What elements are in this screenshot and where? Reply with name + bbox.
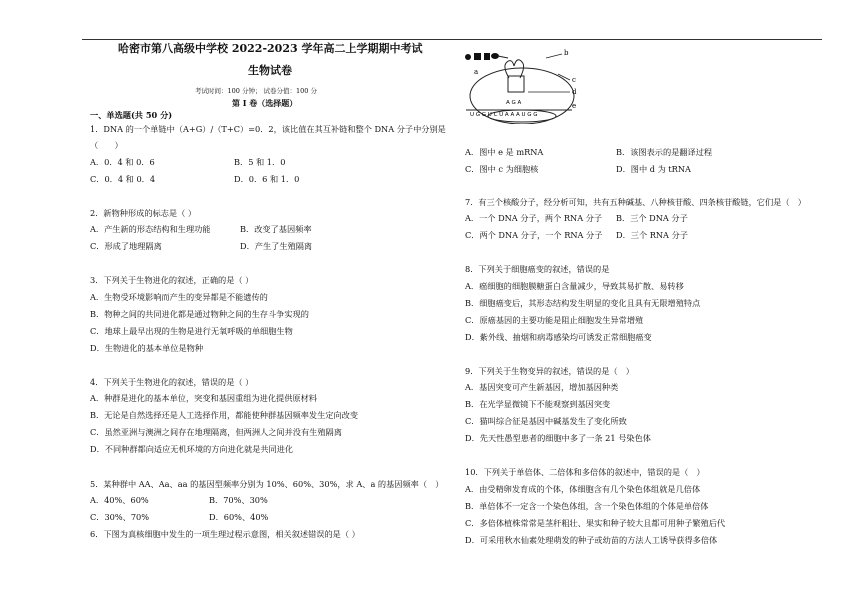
amino-acid-4 bbox=[491, 53, 499, 59]
q9-option-a: A．基因突变可产生新基因，增加基因种类 bbox=[465, 382, 619, 392]
q8-option-b: B．细胞癌变后，其形态结构发生明显的变化且具有无限增殖特点 bbox=[465, 298, 701, 308]
q1-option-b: B．5 和 1．0 bbox=[234, 157, 286, 167]
q1-stem: 1．DNA 的一个单链中（A+G）/（T+C）=0．2，该比值在其互补链和整个 DNA 分子中分别是 bbox=[90, 124, 446, 134]
exam-subtitle: 生物试卷 bbox=[248, 64, 292, 77]
label-b: b bbox=[564, 49, 569, 57]
q4-option-b: B．无论是自然选择还是人工选择作用，都能使种群基因频率发生定向改变 bbox=[90, 410, 359, 420]
section-heading: 第 I 卷（选择题） bbox=[232, 98, 298, 108]
q8-option-c: C．原癌基因的主要功能是阻止细胞发生异常增殖 bbox=[465, 315, 644, 325]
q2-stem: 2．新物种形成的标志是（ ） bbox=[90, 208, 197, 218]
q1-blank: （ ） bbox=[90, 140, 123, 150]
exam-title: 哈密市第八高级中学校 2022-2023 学年高二上学期期中考试 bbox=[118, 42, 423, 55]
q4-option-a: A．种群是进化的基本单位，突变和基因重组为进化提供原材料 bbox=[90, 393, 317, 403]
q10-option-d: D．可采用秋水仙素处理萌发的种子或幼苗的方法人工诱导获得多倍体 bbox=[465, 535, 718, 545]
trna-stem bbox=[508, 76, 524, 92]
translation-diagram bbox=[462, 44, 592, 124]
q3-option-a: A．生物受环境影响而产生的变异都是不能遗传的 bbox=[90, 292, 268, 302]
amino-acid-1 bbox=[465, 54, 471, 60]
q5-stem: 5．某种群中 AA、Aa、aa 的基因型频率分别为 10%、60%、30%，求 A、a 的基因频率（ ） bbox=[90, 479, 444, 489]
q7-stem: 7．有三个核酸分子，经分析可知，共有五种碱基、八种核苷酸、四条核苷酸链，它们是（ ） bbox=[465, 197, 806, 207]
label-d: d bbox=[572, 88, 577, 96]
q7-option-a: A．一个 DNA 分子，两个 RNA 分子 bbox=[465, 213, 603, 223]
q9-stem: 9．下列关于生物变异的叙述，错误的是（ ） bbox=[465, 366, 634, 376]
amino-acid-3 bbox=[484, 53, 490, 60]
q3-stem: 3．下列关于生物进化的叙述，正确的是（ ） bbox=[90, 275, 254, 285]
q5-option-a: A．40%、60% bbox=[90, 495, 149, 505]
q2-option-c: C．形成了地理隔离 bbox=[90, 241, 162, 251]
q6-stem: 6．下图为真核细胞中发生的一项生理过程示意图，相关叙述错误的是（ ） bbox=[90, 529, 360, 539]
mrna-sequence: U G G U C U A A A U G G bbox=[470, 112, 538, 118]
pointer-b bbox=[546, 54, 562, 58]
q9-option-d: D．先天性愚型患者的细胞中多了一条 21 号染色体 bbox=[465, 433, 651, 443]
q6-option-a: A．图中 e 是 mRNA bbox=[465, 147, 544, 157]
q2-option-b: B．改变了基因频率 bbox=[240, 224, 312, 234]
q1-option-a: A．0．4 和 0．6 bbox=[90, 157, 155, 167]
q10-option-c: C．多倍体植株常常是茎秆粗壮、果实和种子较大且都可用种子繁殖后代 bbox=[465, 518, 726, 528]
q9-option-c: C．猫叫综合征是基因中碱基发生了变化所致 bbox=[465, 416, 627, 426]
q8-stem: 8．下列关于细胞癌变的叙述，错误的是 bbox=[465, 264, 610, 274]
q3-option-c: C．地球上最早出现的生物是进行无氧呼吸的单细胞生物 bbox=[90, 326, 293, 336]
label-e: e bbox=[572, 102, 577, 110]
q4-option-d: D．不同种群都向适应无机环境的方向进化就是共同进化 bbox=[90, 444, 294, 454]
q10-option-a: A．由受精卵发育成的个体，体细胞含有几个染色体组就是几倍体 bbox=[465, 484, 701, 494]
q6-option-c: C．图中 c 为细胞核 bbox=[465, 164, 539, 174]
q5-option-d: D．60%、40% bbox=[209, 512, 269, 522]
q3-option-b: B．物种之间的共同进化都是通过物种之间的生存斗争实现的 bbox=[90, 309, 309, 319]
amino-acid-2 bbox=[474, 53, 481, 60]
peptide-link bbox=[498, 56, 508, 58]
anticodon-text: A G A bbox=[506, 100, 522, 106]
q9-option-b: B．在光学显微镜下不能观察到基因突变 bbox=[465, 399, 611, 409]
q1-option-c: C．0．4 和 0．4 bbox=[90, 174, 156, 184]
exam-meta: 考试时间：100 分钟； 试卷分值：100 分 bbox=[195, 87, 318, 95]
q7-option-b: B．三个 DNA 分子 bbox=[616, 213, 688, 223]
q7-option-d: D．三个 RNA 分子 bbox=[616, 230, 688, 240]
q10-stem: 10．下列关于单倍体、二倍体和多倍体的叙述中，错误的是（ ） bbox=[465, 467, 705, 477]
label-a: a bbox=[474, 68, 479, 76]
q1-option-d: D．0．6 和 1．0 bbox=[234, 174, 300, 184]
q10-option-b: B．单倍体不一定含一个染色体组，含一个染色体组的个体是单倍体 bbox=[465, 501, 709, 511]
label-c: c bbox=[572, 76, 576, 84]
q8-option-a: A．癌细胞的细胞膜糖蛋白含量减少，导致其易扩散、易转移 bbox=[465, 281, 684, 291]
part-heading: 一、单选题(共 50 分) bbox=[90, 110, 173, 120]
q6-option-d: D．图中 d 为 tRNA bbox=[616, 164, 691, 174]
q5-option-c: C．30%、70% bbox=[90, 512, 150, 522]
q4-stem: 4．下列关于生物进化的叙述，错误的是（ ） bbox=[90, 377, 254, 387]
q2-option-a: A．产生新的形态结构和生理功能 bbox=[90, 224, 211, 234]
q5-option-b: B．70%、30% bbox=[209, 495, 268, 505]
q4-option-c: C．虽然亚洲与澳洲之间存在地理隔离，但两洲人之间并没有生殖隔离 bbox=[90, 427, 342, 437]
q2-option-d: D．产生了生殖隔离 bbox=[240, 241, 313, 251]
q8-option-d: D．紫外线、抽烟和病毒感染均可诱发正常细胞癌变 bbox=[465, 332, 652, 342]
q7-option-c: C．两个 DNA 分子，一个 RNA 分子 bbox=[465, 230, 603, 240]
q3-option-d: D．生物进化的基本单位是物种 bbox=[90, 343, 204, 353]
q6-option-b: B．该图表示的是翻译过程 bbox=[616, 147, 713, 157]
header-rule bbox=[82, 39, 822, 40]
